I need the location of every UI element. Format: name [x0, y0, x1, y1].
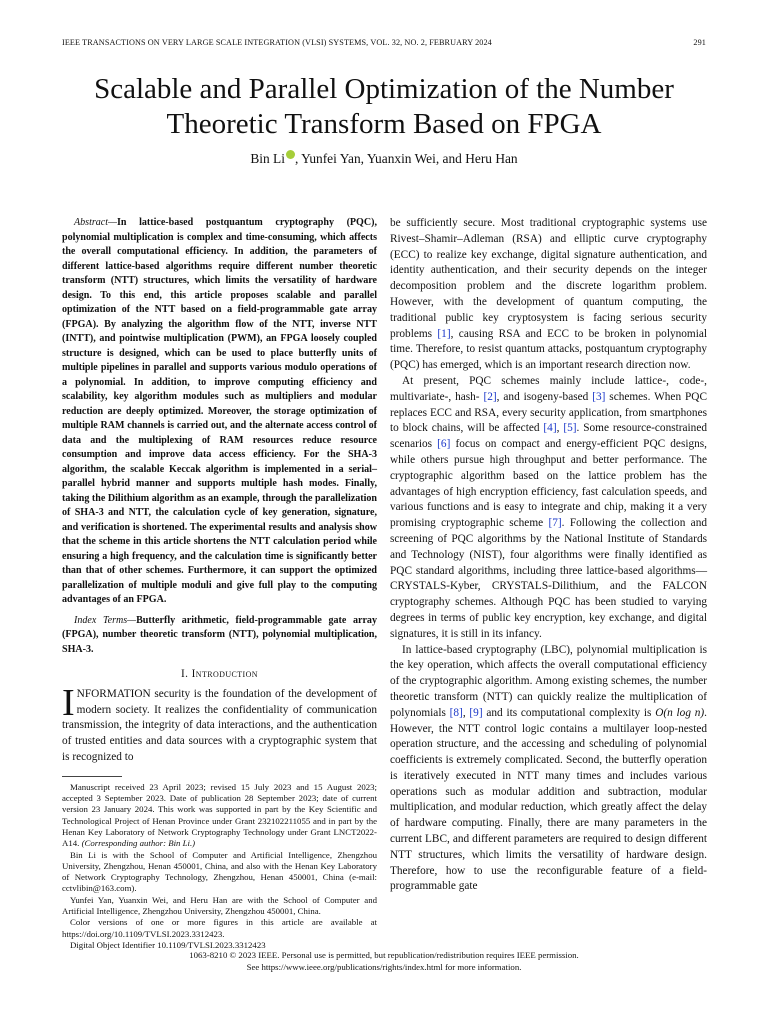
right-column: [390, 216, 707, 895]
copyright-line-2: See https://www.ieee.org/publications/rights/index.html for more information.: [246, 962, 522, 972]
paragraph-1: be sufficiently secure. Most traditional cryptographic systems use Rivest–Shamir–Adleman (RSA) and elliptic curve cryptography (ECC) to realize key exchange, digital signature authentication, and identity authentication, and their security depends on the integer decomposition problem and the discrete logarithm problem. However, with the development of quantum computing, the traditional public key cryptosystem is facing serious security problems [1], causing RSA and ECC to be broken in polynomial time. Therefore, to resist quantum attacks, postquantum cryptography (PQC) has emerged, which is an important research direction now.: [390, 217, 707, 372]
copyright-line-1: 1063-8210 © 2023 IEEE. Personal use is permitted, but republication/redistribution requires IEEE permission.: [189, 950, 579, 960]
corresponding-author: (Corresponding author: Bin Li.): [81, 838, 196, 849]
copyright-notice: [0, 949, 768, 973]
left-column: [62, 216, 377, 951]
section-heading: [62, 667, 377, 683]
abstract: [62, 216, 377, 608]
footnote-color: Color versions of one or more figures in this article are available at https://doi.org/10.1109/TVLSI.2023.3312423.: [62, 917, 377, 939]
index-terms-label: Index Terms—: [74, 614, 137, 626]
author-rest: , Yunfei Yan, Yuanxin Wei, and Heru Han: [294, 151, 518, 166]
paragraph-3: In lattice-based cryptography (LBC), polynomial multiplication is the key operation, which affects the overall computational efficiency of the cryptographic algorithm. Among existing schemes, the number theoretic transform (NTT) can quickly realize the multiplication of polynomials [8], [9] and its computational complexity is O(n log n). However, the NTT control logic contains a multilayer loop-nested operation structure, and the accessing and scheduling of polynomial coefficients is extremely complicated. Second, the butterfly operation is iteratively executed in NTT many times and includes various operations such as modular addition and subtraction, modular multiplication, and modular reduction, which greatly affect the delay of hardware computing. Finally, there are many parameters in the current LBC, and different parameters are required to design different NTT structures, which limits the versatility of hardware design. Therefore, how to use the reconfigurable feature of a field-programmable gate: [390, 643, 707, 893]
index-terms: [62, 614, 377, 658]
orcid-icon[interactable]: [286, 150, 295, 159]
footnote-doi: Digital Object Identifier 10.1109/TVLSI.2023.3312423: [70, 939, 266, 950]
citation-link[interactable]: [4]: [543, 422, 557, 435]
citation-link[interactable]: [5]: [563, 422, 577, 435]
running-head: [62, 38, 706, 47]
section-numeral: I.: [181, 668, 192, 680]
author-line: [0, 150, 768, 167]
citation-link[interactable]: [2]: [483, 390, 497, 403]
abstract-label: Abstract—: [74, 217, 117, 228]
complexity-formula: O(n log n): [655, 706, 705, 719]
drop-cap: I: [62, 681, 75, 724]
citation-link[interactable]: [6]: [437, 438, 451, 451]
citation-link[interactable]: [3]: [592, 390, 606, 403]
citation-link[interactable]: [9]: [469, 706, 483, 719]
journal-name: IEEE TRANSACTIONS ON VERY LARGE SCALE INTEGRATION (VLSI) SYSTEMS, VOL. 32, NO. 2, FEBRUARY 2024: [62, 38, 492, 47]
footnote-affiliation-1: Bin Li is with the School of Computer and Artificial Intelligence, Zhengzhou University, Zhengzhou, Henan 450001, China, and also with the Henan Key Laboratory of Network Cryptography Technology, Zhengzhou, Henan 450001, China (e-mail: cctvlibin@163.com).: [62, 849, 377, 894]
paragraph-2: At present, PQC schemes mainly include lattice-, code-, multivariate-, hash- [2], and isogeny-based [3] schemes. When PQC replaces ECC and RSA, every security application, from smartphones to block chains, will be affected [4], [5]. Some resource-constrained scenarios [6] focus on compact and energy-efficient PQC designs, while others pursue high throughput and better performance. The cryptographic algorithm based on the lattice problem has the advantages of high encryption efficiency, fast calculation speeds, and various functions and is easy to integrate and chip, making it a very promising cryptographic scheme [7]. Following the collection and screening of PQC algorithms by the National Institute of Standards and Technology (NIST), four algorithms were finally identified as PQC standard algorithms, including three lattice-based algorithms—CRYSTALS-Kyber, CRYSTALS-Dilithium, and the FALCON cryptography schemes. Although PQC has been studied to varying degrees in terms of public key encryption, key exchange, and digital signatures, it is still in its infancy.: [390, 374, 708, 640]
footnote-manuscript: Manuscript received 23 April 2023; revised 15 July 2023 and 15 August 2023; accepted 3 September 2023. Date of publication 28 September 2023; date of current version 23 January 2024. This work was supported in part by the Key Scientific and Technological Project of Henan Province under Grant 232102211055 and in part by the Henan Key Laboratory of Network Cryptography Technology under Grant LNCT2022-A14. (Corresponding author: Bin Li.): [62, 781, 377, 849]
footnote-affiliation-2: Yunfei Yan, Yuanxin Wei, and Heru Han are with the School of Computer and Artificial Intelligence, Zhengzhou University, Zhengzhou 450001, China.: [62, 894, 377, 917]
intro-paragraph: [62, 681, 377, 766]
intro-text: security is the foundation of the development of modern society. It realizes the confidentiality of communication transmission, the integrity of data interactions, and the authentication of trusted entities and data sources with a cryptographic system that is recognized to: [62, 687, 377, 763]
index-terms-text: Butterfly arithmetic, field-programmable gate array (FPGA), number theoretic transform (NTT), polynomial multiplication, SHA-3.: [62, 614, 377, 655]
intro-first-word: NFORMATION: [76, 687, 151, 700]
footnote-divider: [62, 776, 122, 777]
section-title: Introduction: [191, 668, 258, 680]
citation-link[interactable]: [7]: [548, 517, 562, 530]
paper-title: Scalable and Parallel Optimization of the Number Theoretic Transform Based on FPGA: [94, 73, 674, 140]
citation-link[interactable]: [8]: [449, 706, 463, 719]
footnotes: [62, 782, 377, 951]
abstract-text: In lattice-based postquantum cryptography (PQC), polynomial multiplication is complex and time-consuming, which affects the overall computational efficiency. In addition, the parameters of different lattice-based algorithms require different number theoretic transform (NTT) structures, which limits the versatility of hardware design. To this end, this article proposes scalable and parallel optimization of the NTT based on a field-programmable gate array (FPGA). By analyzing the algorithm flow of the NTT, inverse NTT (INTT), and pointwise multiplication (PWM), an FPGA loosely coupled structure is designed, which can be used to place butterfly units of multiple pipelines in parallel and supports various modulo operations of a polynomial. In addition, to improve computing efficiency and scalability, key algorithm modules such as multipliers and modular reduction are deeply optimized. Moreover, the storage optimization of multiple RAM channels is carried out, and the alternate access control of data and the multiplexing of RAM resources reduce resource consumption and improve data access efficiency. For the SHA-3 algorithm, the scalable Keccak algorithm is implemented in a serial–parallel hybrid manner and supports multiple hash modes. Finally, taking the Dilithium algorithm as an example, through the parallelization of SHA-3 and NTT, the calculation cycle of key generation, signature, and verification is shortened. The experimental results and analysis show that the scheme in this article shortens the NTT calculation period while ensuring a high frequency, and the calculation time is significantly better than that of other schemes. Furthermore, it can support the optimized parallelization of multiple moduli and give full play to the computing advantages of an FPGA.: [62, 217, 377, 605]
page-number: 291: [693, 38, 706, 47]
author-first: Bin Li: [250, 151, 285, 166]
citation-link[interactable]: [1]: [437, 327, 451, 340]
